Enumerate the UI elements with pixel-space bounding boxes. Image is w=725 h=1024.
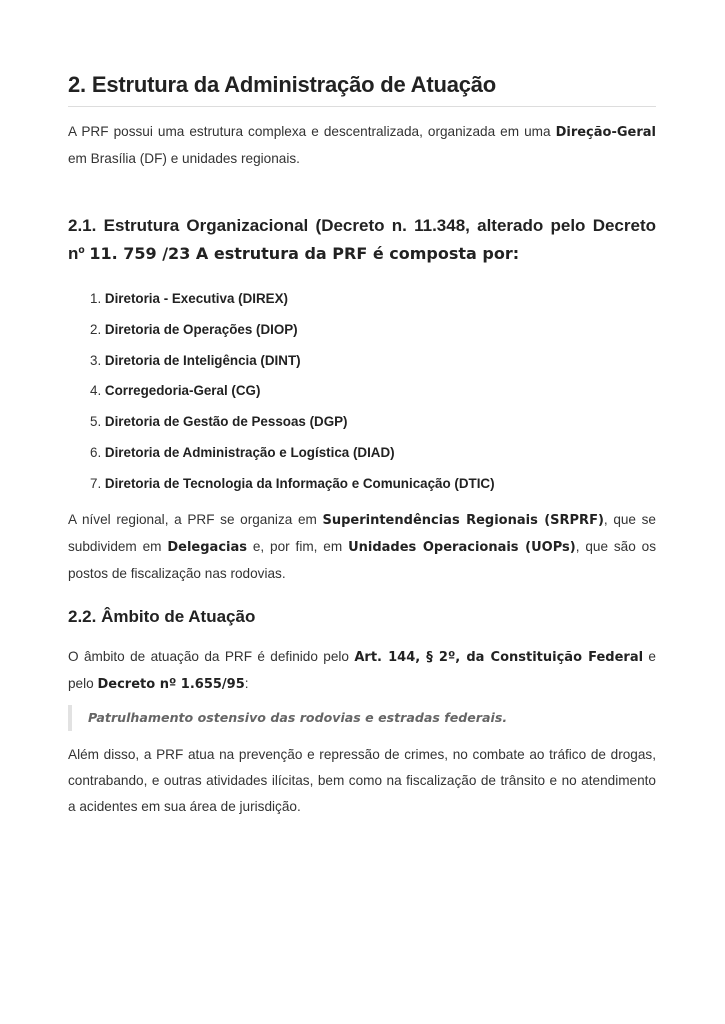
list-item-number: 5.	[90, 414, 102, 430]
intro-text-2: em Brasília (DF) e unidades regionais.	[68, 151, 300, 166]
regional-bold-delegacias: Delegacias	[167, 540, 247, 555]
subsection-title-2-1-part2: 11. 759 /23 A estrutura da PRF é composta por:	[89, 244, 520, 263]
regional-text-2: , que se subdividem em	[68, 512, 656, 554]
regional-bold-uops: Unidades Operacionais (UOPs)	[348, 540, 576, 555]
list-item	[68, 378, 656, 409]
section-title: 2. Estrutura da Administração de Atuação	[68, 72, 497, 97]
list-item-label: Diretoria de Tecnologia da Informação e Comunicação (DTIC)	[104, 475, 495, 491]
list-item-number: 3.	[90, 352, 102, 368]
list-item	[68, 409, 656, 440]
list-item	[68, 286, 656, 317]
scope-bold-decreto: Decreto nº 1.655/95	[97, 677, 245, 692]
list-item-number: 7.	[90, 475, 102, 491]
regional-text-3: e, por fim, em	[247, 539, 349, 554]
list-item	[68, 348, 656, 379]
list-item-label: Diretoria - Executiva (DIREX)	[104, 291, 288, 306]
structure-list	[68, 286, 656, 502]
list-item-number: 6.	[90, 444, 102, 460]
list-item-number: 4.	[90, 383, 102, 399]
list-item-label: Diretoria de Inteligência (DINT)	[104, 352, 301, 368]
regional-paragraph	[68, 507, 656, 587]
closing-paragraph: Além disso, a PRF atua na prevenção e repressão de crimes, no combate ao tráfico de drogas, contrabando, e outras atividades ilícitas, bem como na fiscalização de trânsito e no atendimento a acidentes em sua área de jurisdição.	[68, 747, 656, 814]
list-item-label: Diretoria de Operações (DIOP)	[104, 321, 298, 337]
list-item-label: Corregedoria-Geral (CG)	[104, 383, 261, 399]
scope-blockquote: Patrulhamento ostensivo das rodovias e estradas federais.	[68, 705, 648, 731]
scope-text-1: O âmbito de atuação da PRF é definido pelo	[68, 649, 355, 664]
subsection-title-2-2: 2.2. Âmbito de Atuação	[68, 607, 256, 626]
regional-bold-srprf: Superintendências Regionais (SRPRF)	[322, 513, 604, 528]
intro-bold-direcao-geral: Direção-Geral	[555, 125, 656, 140]
scope-text-2: e pelo	[68, 649, 656, 691]
list-item-label: Diretoria de Gestão de Pessoas (DGP)	[104, 414, 348, 430]
scope-text-3: :	[244, 676, 249, 691]
list-item	[68, 317, 656, 348]
title-divider	[68, 106, 656, 107]
list-item	[68, 471, 656, 502]
list-item-number: 2.	[90, 321, 102, 337]
subsection-title-2-1-part1: 2.1. Estrutura Organizacional (Decreto n. 11.348, alterado pelo Decreto nº	[68, 216, 656, 263]
scope-bold-art-144: Art. 144, § 2º, da Constituição Federal	[354, 650, 644, 665]
intro-text-1: A PRF possui uma estrutura complexa e descentralizada, organizada em uma	[68, 124, 556, 139]
list-item	[68, 440, 656, 471]
regional-text-4: , que são os postos de fiscalização nas rodovias.	[68, 539, 656, 581]
intro-paragraph	[68, 119, 656, 172]
subsection-title-2-1	[68, 212, 656, 268]
regional-text-1: A nível regional, a PRF se organiza em	[68, 512, 323, 527]
scope-paragraph	[68, 644, 656, 698]
list-item-number: 1.	[90, 291, 102, 306]
list-item-label: Diretoria de Administração e Logística (DIAD)	[104, 444, 395, 460]
